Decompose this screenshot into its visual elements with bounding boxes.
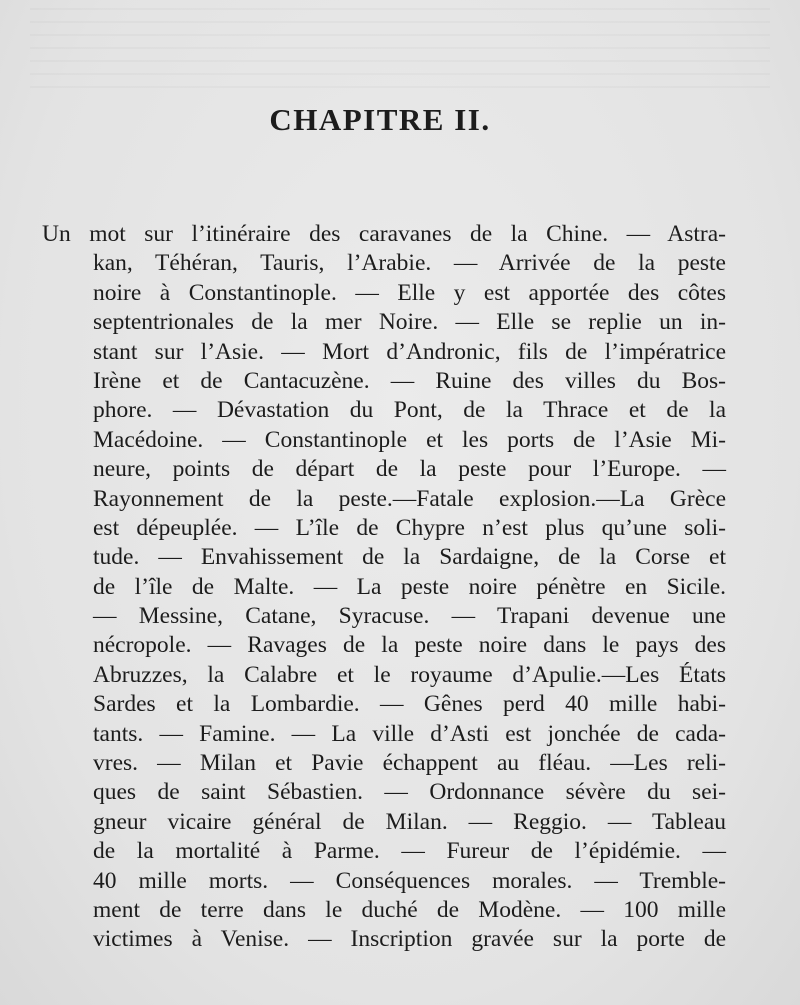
summary-line: phore. — Dévastation du Pont, de la Thrace et de la xyxy=(93,397,726,424)
summary-line: septentrionales de la mer Noire. — Elle se replie un in- xyxy=(93,309,726,336)
show-through-text xyxy=(30,8,770,98)
summary-line: Sardes et la Lombardie. — Gênes perd 40 mille habi- xyxy=(93,691,726,718)
summary-line: tude. — Envahissement de la Sardaigne, de la Corse et xyxy=(93,544,726,571)
summary-line: de l’île de Malte. — La peste noire pénètre en Sicile. xyxy=(93,573,726,600)
summary-line: Un mot sur l’itinéraire des caravanes de la Chine. — Astra- xyxy=(42,221,726,247)
chapter-summary xyxy=(42,220,726,955)
chapter-title: CHAPITRE II. xyxy=(269,102,491,137)
summary-line: Macédoine. — Constantinople et les ports de l’Asie Mi- xyxy=(93,426,726,453)
summary-line: ques de saint Sébastien. — Ordonnance sévère du sei- xyxy=(93,779,726,806)
summary-line: est dépeuplée. — L’île de Chypre n’est plus qu’une soli- xyxy=(93,514,726,541)
summary-line: Irène et de Cantacuzène. — Ruine des villes du Bos- xyxy=(93,367,726,394)
summary-line: vres. — Milan et Pavie échappent au fléau. —Les reli- xyxy=(93,750,726,777)
summary-line: stant sur l’Asie. — Mort d’Andronic, fils de l’impératrice xyxy=(93,338,726,365)
summary-line: Abruzzes, la Calabre et le royaume d’Apulie.—Les États xyxy=(93,661,726,688)
summary-line: tants. — Famine. — La ville d’Asti est jonchée de cada- xyxy=(93,720,726,747)
summary-line: victimes à Venise. — Inscription gravée sur la porte de xyxy=(93,926,726,953)
summary-line: kan, Téhéran, Tauris, l’Arabie. — Arrivée de la peste xyxy=(93,250,726,277)
summary-line: neure, points de départ de la peste pour l’Europe. — xyxy=(93,456,726,483)
summary-line: — Messine, Catane, Syracuse. — Trapani devenue une xyxy=(93,603,726,630)
summary-line: gneur vicaire général de Milan. — Reggio. — Tableau xyxy=(93,808,726,835)
summary-line: ment de terre dans le duché de Modène. — 100 mille xyxy=(93,896,726,923)
summary-line: noire à Constantinople. — Elle y est apportée des côtes xyxy=(93,279,726,306)
summary-line: nécropole. — Ravages de la peste noire dans le pays des xyxy=(93,632,726,659)
summary-line: 40 mille morts. — Conséquences morales. — Tremble- xyxy=(93,867,726,894)
summary-line: de la mortalité à Parme. — Fureur de l’épidémie. — xyxy=(93,838,726,865)
summary-line: Rayonnement de la peste.—Fatale explosion.—La Grèce xyxy=(93,485,726,512)
